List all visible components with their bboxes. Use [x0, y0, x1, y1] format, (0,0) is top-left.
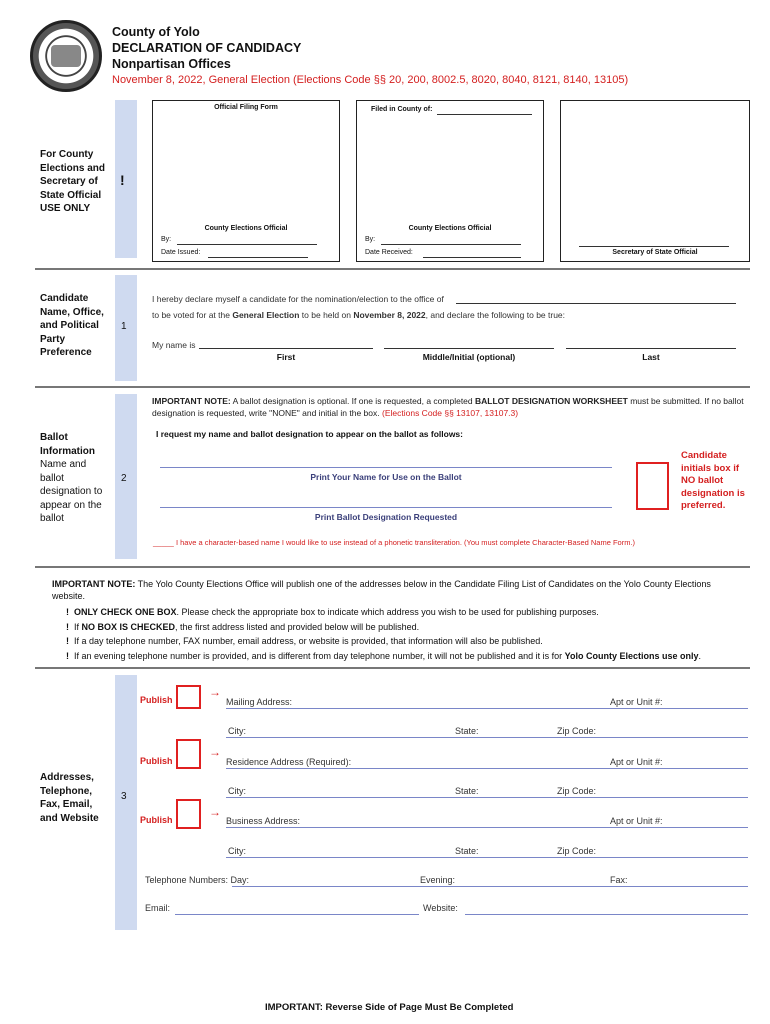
middle-name-input[interactable]	[384, 348, 554, 349]
official-use-label: For County Elections and Secretary of State Official USE ONLY	[40, 149, 106, 214]
form-title: DECLARATION OF CANDIDACY	[112, 41, 302, 55]
box2-county-line[interactable]	[437, 114, 532, 115]
first-caption: First	[276, 352, 296, 362]
business-city-label: City:	[228, 846, 246, 856]
arrow-icon: →	[209, 745, 221, 759]
box2-date: Date Received:	[365, 249, 413, 256]
residence-address-input[interactable]	[226, 768, 748, 769]
footer-note: IMPORTANT: Reverse Side of Page Must Be Completed	[265, 1002, 514, 1013]
section1-number: 1	[121, 321, 127, 332]
divider-1	[35, 268, 750, 270]
business-zip-label: Zip Code:	[557, 846, 597, 856]
section3-label: Addresses, Telephone, Fax, Email, and Website	[40, 772, 99, 824]
email-label: Email:	[145, 903, 171, 913]
mailing-address-input[interactable]	[226, 708, 748, 709]
ballot-designation-caption: Print Ballot Designation Requested	[314, 512, 458, 522]
section2-label-rest: Name and ballot designation to appear on the ballot	[40, 459, 103, 524]
business-address-label: Business Address:	[226, 816, 301, 826]
initials-box[interactable]	[636, 462, 669, 510]
section2-number: 2	[121, 473, 127, 484]
mailing-apt-label: Apt or Unit #:	[610, 697, 663, 707]
official-filing-box	[152, 100, 340, 262]
box1-by: By:	[161, 236, 172, 243]
notice-bullet: ! If a day telephone number, FAX number, email address, or website is provided, that information will also be published.	[66, 636, 543, 646]
official-sidebar	[115, 100, 137, 258]
notice-bullet: ! If NO BOX IS CHECKED, the first address listed and provided below will be published.	[66, 621, 420, 632]
initials-note: Candidate initials box if NO ballot designation is preferred.	[681, 450, 745, 511]
fax-label: Fax:	[610, 875, 628, 885]
section3-number: 3	[121, 791, 127, 802]
box3-signature-line[interactable]	[579, 246, 729, 247]
election-info: November 8, 2022, General Election (Elections Code §§ 20, 200, 8002.5, 8020, 8040, 8121, 8140, 13105)	[112, 74, 629, 86]
telephone-evening-label: Evening:	[420, 875, 456, 885]
name-label: My name is	[152, 340, 196, 350]
box2-date-line[interactable]	[423, 257, 521, 258]
publish-residence-label: Publish	[140, 756, 173, 766]
website-label: Website:	[423, 903, 458, 913]
mailing-city-input[interactable]	[226, 737, 748, 738]
residence-city-label: City:	[228, 786, 246, 796]
section1-label: Candidate Name, Office, and Political Party Preference	[40, 293, 104, 358]
section1-election-text: to be voted for at the General Election to be held on November 8, 2022, and declare the following to be true:	[152, 310, 566, 320]
secretary-of-state-box	[560, 100, 750, 262]
divider-4	[35, 667, 750, 669]
mailing-state-label: State:	[455, 726, 479, 736]
box2-by-line[interactable]	[381, 244, 521, 245]
residence-city-input[interactable]	[226, 797, 748, 798]
divider-3	[35, 566, 750, 568]
ballot-name-input[interactable]	[160, 467, 612, 468]
notice-bullets	[66, 605, 756, 663]
publish-mailing-label: Publish	[140, 695, 173, 705]
county-name: County of Yolo	[112, 25, 200, 39]
box1-official: County Elections Official	[204, 225, 288, 232]
mailing-city-label: City:	[228, 726, 246, 736]
ballot-name-caption: Print Your Name for Use on the Ballot	[310, 472, 462, 482]
section2-label	[40, 431, 106, 526]
box2-by: By:	[365, 236, 376, 243]
publish-business-label: Publish	[140, 815, 173, 825]
official-mark: !	[120, 172, 125, 188]
mailing-address-label: Mailing Address:	[226, 697, 293, 707]
form-subtitle: Nonpartisan Offices	[112, 57, 231, 71]
telephone-input[interactable]	[232, 886, 748, 887]
notice-bullet: ! If an evening telephone number is provided, and is different from day telephone number, it will not be published and it is for Yolo County Elections use only.	[66, 650, 702, 661]
ballot-designation-input[interactable]	[160, 507, 612, 508]
residence-zip-label: Zip Code:	[557, 786, 597, 796]
county-seal-logo	[30, 20, 102, 92]
publish-mailing-checkbox[interactable]	[176, 685, 201, 709]
box1-date: Date Issued:	[161, 249, 201, 256]
box1-date-line[interactable]	[208, 257, 308, 258]
business-address-input[interactable]	[226, 827, 748, 828]
box1-title: Official Filing Form	[214, 104, 278, 111]
website-input[interactable]	[465, 914, 748, 915]
divider-2	[35, 386, 750, 388]
last-caption: Last	[642, 352, 660, 362]
arrow-icon: →	[209, 685, 221, 699]
arrow-icon: →	[209, 805, 221, 819]
telephone-day-label: Telephone Numbers: Day:	[145, 875, 250, 885]
publish-business-checkbox[interactable]	[176, 799, 201, 829]
business-city-input[interactable]	[226, 857, 748, 858]
residence-address-label: Residence Address (Required):	[226, 757, 352, 767]
office-input[interactable]	[456, 303, 736, 304]
last-name-input[interactable]	[566, 348, 736, 349]
character-based-name-line[interactable]: _____ I have a character-based name I would like to use instead of a phonetic transliteration. (You must complete Character-Based Name Form.)	[153, 538, 636, 547]
first-name-input[interactable]	[199, 348, 373, 349]
section1-declare-text: I hereby declare myself a candidate for the nomination/election to the office of	[152, 294, 444, 304]
residence-apt-label: Apt or Unit #:	[610, 757, 663, 767]
notice-bullet: ! ONLY CHECK ONE BOX. Please check the appropriate box to indicate which address you wish to be used for publishing purposes.	[66, 607, 599, 617]
residence-state-label: State:	[455, 786, 479, 796]
publish-residence-checkbox[interactable]	[176, 739, 201, 769]
section3-sidebar	[115, 675, 137, 930]
mailing-zip-label: Zip Code:	[557, 726, 597, 736]
business-state-label: State:	[455, 846, 479, 856]
box1-by-line[interactable]	[177, 244, 317, 245]
ballot-request-text: I request my name and ballot designation to appear on the ballot as follows:	[156, 429, 463, 439]
email-input[interactable]	[175, 914, 419, 915]
ballot-important-note: IMPORTANT NOTE: A ballot designation is optional. If one is requested, a completed BALLOT DESIGNATION WORKSHEET must be submitted. If no ballot designation is requested, write "NONE" and initial in the box. (Elections Code §§ 13107, 13107.3)	[152, 396, 744, 418]
box3-official: Secretary of State Official	[612, 249, 698, 256]
address-publish-notice: IMPORTANT NOTE: The Yolo County Elections Office will publish one of the addresses below in the Candidate Filing List of Candidates on the Yolo County Elections website.	[52, 579, 711, 601]
middle-caption: Middle/Initial (optional)	[422, 352, 516, 362]
filed-in-county-box	[356, 100, 544, 262]
section2-label-bold: Ballot Information	[40, 432, 95, 457]
business-apt-label: Apt or Unit #:	[610, 816, 663, 826]
box2-official: County Elections Official	[408, 225, 492, 232]
box2-title: Filed in County of:	[371, 106, 433, 113]
